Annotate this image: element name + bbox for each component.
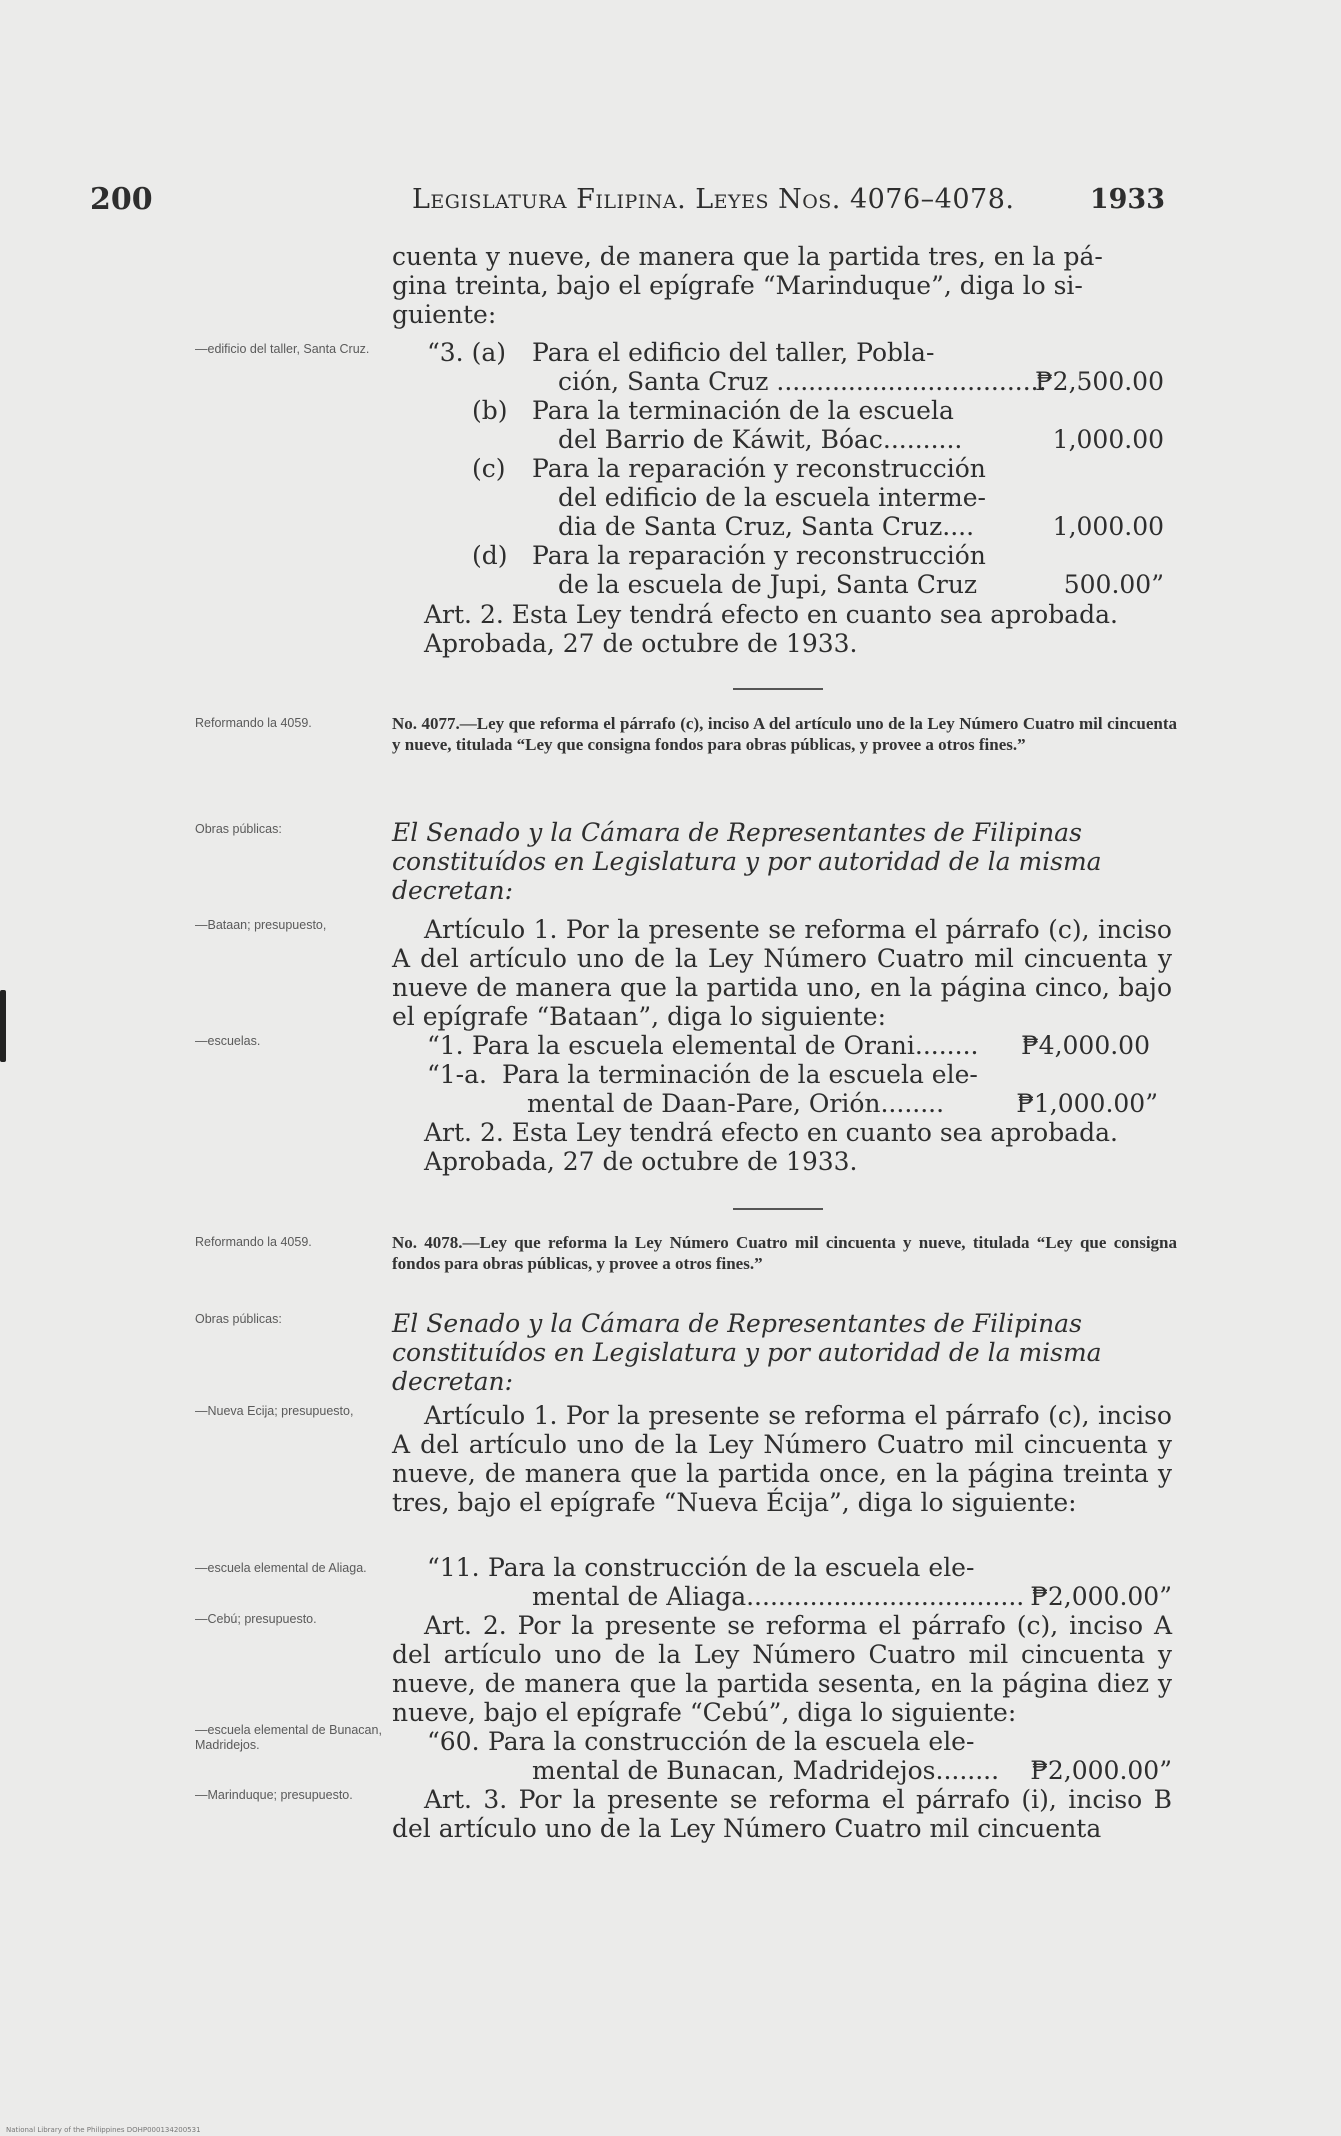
page-number: 200 (90, 182, 153, 217)
budget-item (392, 396, 1172, 454)
item-amount: 1,000.00 (1052, 512, 1164, 541)
margin-note: —Cebú; presupuesto. (195, 1612, 317, 1626)
scan-edge-mark (0, 990, 6, 1062)
margin-note: —escuela elemental de Bunacan, Madridejos. (195, 1723, 382, 1752)
margin-note: —Nueva Ecija; presupuesto, (195, 1404, 354, 1418)
approval-date-4077: Aprobada, 27 de octubre de 1933. (424, 1147, 858, 1176)
item-text: Para la terminación de la escuela ele- (502, 1060, 978, 1089)
budget-item (392, 1031, 1172, 1060)
article-2-4078: Art. 2. Por la presente se reforma el párrafo (c), inciso A del artículo uno de la Ley Número Cuatro mil cincuenta y nueve, de manera que la partida sesenta, en la página diez y nueve, bajo el epígrafe “Cebú”, diga lo siguiente: (392, 1611, 1172, 1727)
text-line: gina treinta, bajo el epígrafe “Marinduque”, diga lo si- (392, 271, 1083, 300)
enacting-clause-4078: El Senado y la Cámara de Representantes de Filipinas constituídos en Legislatura y por autoridad de la misma decretan: (392, 1309, 1102, 1396)
item-text: dia de Santa Cruz, Santa Cruz.... (558, 512, 975, 541)
article-1-4078: Artículo 1. Por la presente se reforma el párrafo (c), inciso A del artículo uno de la Ley Número Cuatro mil cincuenta y nueve, de manera que la partida once, en la página treinta y tres, bajo el epígrafe “Nueva Écija”, diga lo siguiente: (392, 1401, 1172, 1517)
budget-item (392, 454, 1172, 541)
item-text: Para la construcción de la escuela ele- (488, 1553, 975, 1582)
item-label: (b) (472, 396, 508, 425)
margin-note: —escuela elemental de Aliaga. (195, 1561, 367, 1575)
continuation-paragraph (392, 242, 1172, 329)
section-divider (733, 688, 823, 690)
item-label: “3. (a) (427, 338, 506, 367)
item-amount: 1,000.00 (1052, 425, 1164, 454)
enacting-clause-4077 (392, 818, 1177, 905)
margin-note: —edificio del taller, Santa Cruz. (195, 342, 370, 356)
item-text: Para la reparación y reconstrucción (532, 541, 986, 570)
law-heading-4077: No. 4077.—Ley que reforma el párrafo (c), inciso A del artículo uno de la Ley Número Cuatro mil cincuenta y nueve, titulada “Ley que consigna fondos para obras públicas, y provee a otros fines.” (392, 714, 1177, 754)
running-title: Legislatura Filipina. Leyes Nos. 4076–4078. (412, 184, 1015, 215)
item-label: “11. (427, 1553, 480, 1582)
margin-note: —Marinduque; presupuesto. (195, 1788, 353, 1802)
item-text: ción, Santa Cruz .................................. (558, 367, 1047, 396)
item-label: “1-a. (427, 1060, 487, 1089)
item-amount: ₱1,000.00” (1016, 1089, 1158, 1118)
margin-note: —escuelas. (195, 1034, 261, 1048)
law-heading-4078: No. 4078.—Ley que reforma la Ley Número Cuatro mil cincuenta y nueve, titulada “Ley que consigna fondos para obras públicas, y provee a otros fines.” (392, 1233, 1177, 1273)
item-text: mental de Bunacan, Madridejos........ (532, 1756, 1000, 1785)
item-text: Para el edificio del taller, Pobla- (532, 338, 935, 367)
item-label: (d) (472, 541, 508, 570)
article-1-4077: Artículo 1. Por la presente se reforma el párrafo (c), inciso A del artículo uno de la Ley Número Cuatro mil cincuenta y nueve de manera que la partida uno, en la página cinco, bajo el epígrafe “Bataan”, diga lo siguiente: (392, 915, 1172, 1031)
article-2-4077: Art. 2. Esta Ley tendrá efecto en cuanto sea aprobada. (424, 1118, 1118, 1147)
item-text: del edificio de la escuela interme- (558, 483, 987, 512)
item-text: de la escuela de Jupi, Santa Cruz (558, 570, 978, 599)
item-text: del Barrio de Káwit, Bóac.......... (558, 425, 963, 454)
section-divider (733, 1208, 823, 1210)
item-label: “60. (427, 1727, 480, 1756)
item-text: Para la reparación y reconstrucción (532, 454, 986, 483)
item-text: Para la construcción de la escuela ele- (488, 1727, 975, 1756)
article-3-4078: Art. 3. Por la presente se reforma el párrafo (i), inciso B del artículo uno de la Ley Número Cuatro mil cincuenta (392, 1785, 1172, 1843)
margin-note: Reformando la 4059. (195, 716, 312, 730)
item-label: (c) (472, 454, 506, 483)
item-amount: ₱4,000.00 (1021, 1031, 1150, 1060)
budget-item (392, 1553, 1172, 1611)
item-amount: ₱2,000.00” (1030, 1582, 1172, 1611)
budget-item (392, 338, 1172, 396)
scan-footer: National Library of the Philippines DOHP000134200531 (6, 2126, 201, 2134)
page-header (90, 182, 1165, 222)
margin-note: Reformando la 4059. (195, 1235, 312, 1249)
item-amount: 500.00” (1063, 570, 1164, 599)
approval-date: Aprobada, 27 de octubre de 1933. (424, 629, 858, 658)
text-line: guiente: (392, 300, 497, 329)
item-amount: ₱2,500.00 (1035, 367, 1164, 396)
item-label: “1. (427, 1031, 464, 1060)
running-year: 1933 (1089, 184, 1165, 215)
item-text: mental de Aliaga................................... (532, 1582, 1025, 1611)
budget-item (392, 1727, 1172, 1785)
item-text: Para la terminación de la escuela (532, 396, 954, 425)
margin-note: Obras públicas: (195, 822, 282, 836)
text-line: cuenta y nueve, de manera que la partida tres, en la pá- (392, 242, 1103, 271)
enacting-text: El Senado y la Cámara de Representantes de Filipinas constituídos en Legislatura y por autoridad de la misma decretan: (392, 818, 1102, 905)
item-text: Para la escuela elemental de Orani........ (472, 1031, 979, 1060)
item-amount: ₱2,000.00” (1030, 1756, 1172, 1785)
budget-item (392, 1060, 1172, 1118)
item-text: mental de Daan-Pare, Orión........ (527, 1089, 945, 1118)
margin-note: —Bataan; presupuesto, (195, 918, 327, 932)
article-2: Art. 2. Esta Ley tendrá efecto en cuanto sea aprobada. (424, 600, 1118, 629)
margin-note: Obras públicas: (195, 1312, 282, 1326)
budget-item (392, 541, 1172, 599)
